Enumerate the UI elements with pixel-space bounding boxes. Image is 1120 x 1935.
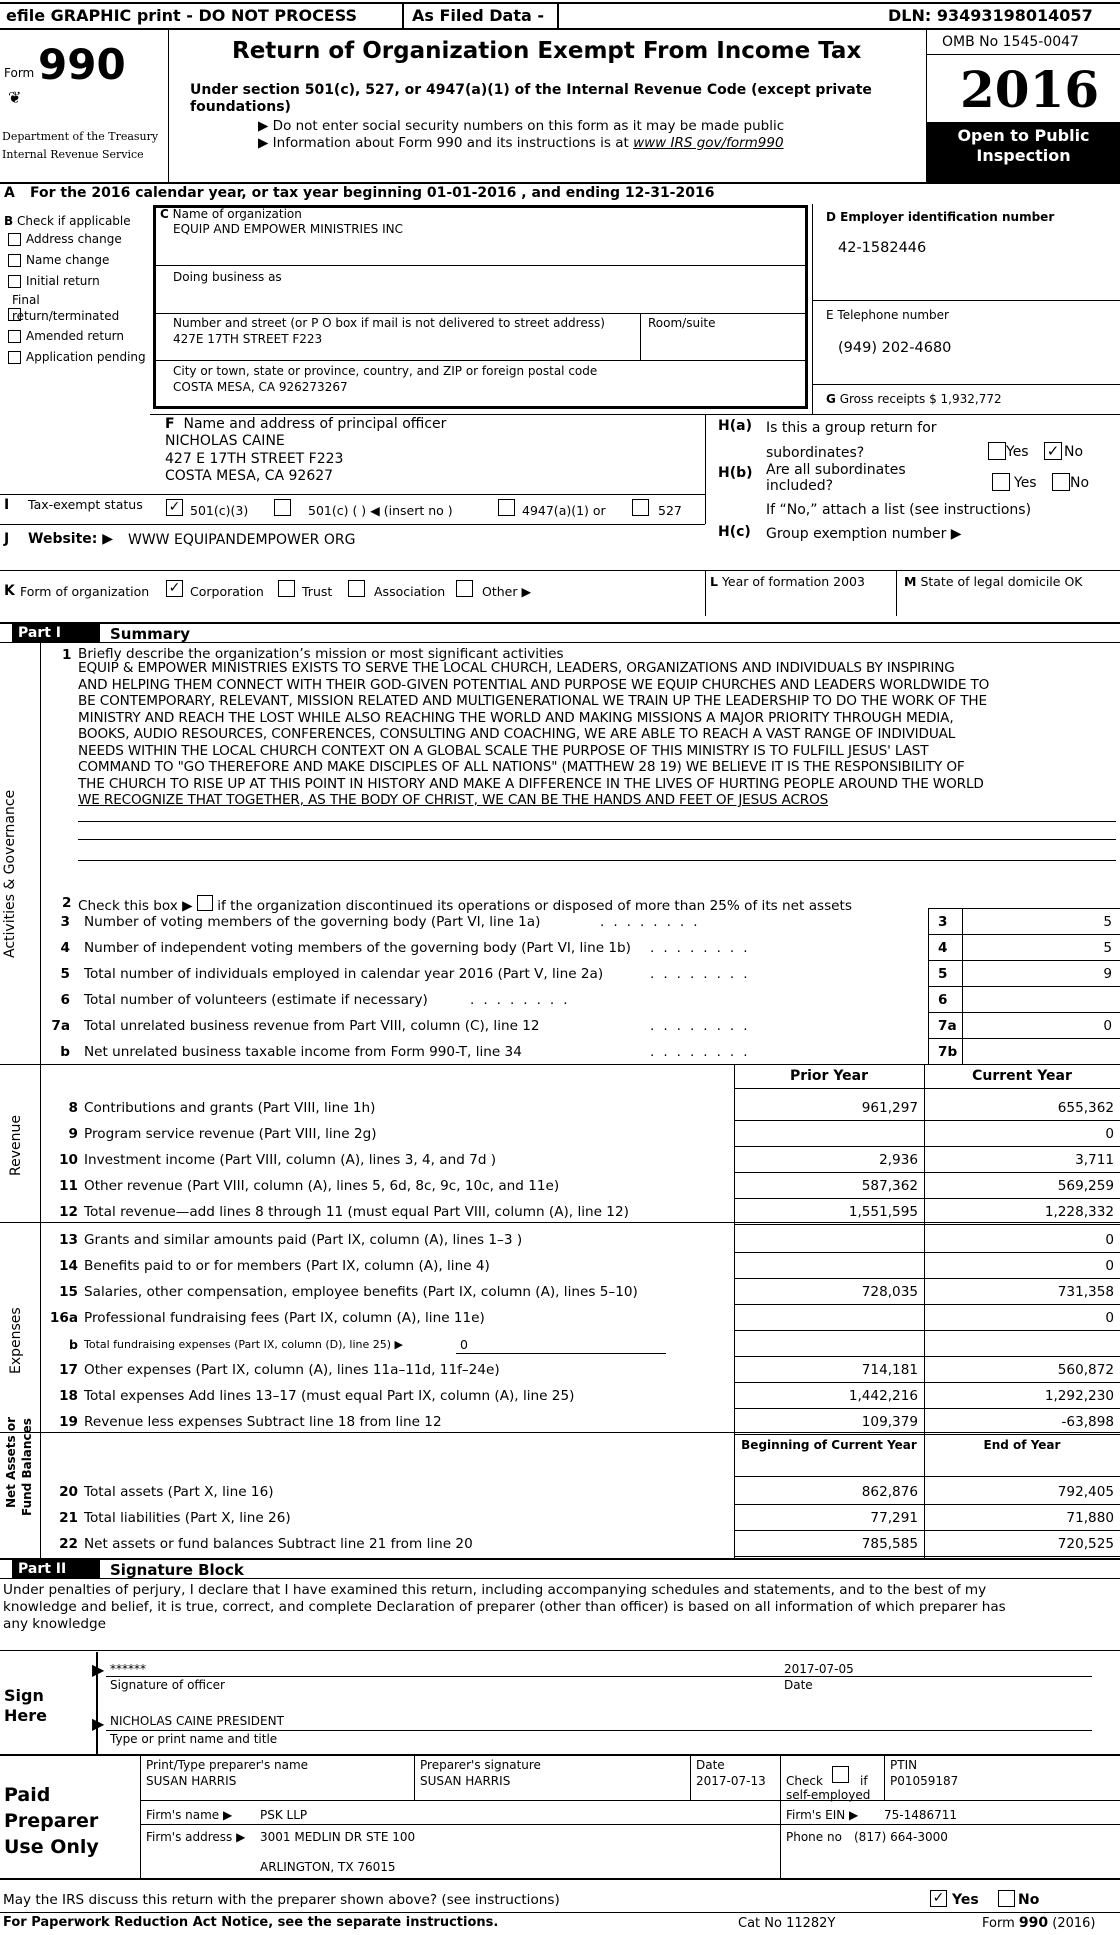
current-year-value: 0	[1105, 1232, 1114, 1248]
line-number: 19	[59, 1414, 78, 1430]
amended-return-checkbox[interactable]	[8, 330, 21, 343]
line-number: 12	[59, 1204, 78, 1220]
current-year-value: 731,358	[1057, 1284, 1114, 1300]
current-year-value: 720,525	[1057, 1536, 1114, 1552]
preparer-name-label: Print/Type preparer's name	[146, 1758, 309, 1772]
line-box-number: 5	[938, 966, 948, 982]
dba-label: Doing business as	[173, 270, 282, 284]
line-box-number: 4	[938, 940, 948, 956]
leader-dots: ........	[650, 966, 757, 982]
leader-dots: ........	[650, 940, 757, 956]
discuss-yes-label: Yes	[952, 1892, 979, 1908]
dept-treasury: Department of the Treasury	[2, 130, 159, 143]
dln-number: DLN: 93493198014057	[888, 6, 1093, 25]
line1-text: Briefly describe the organization’s mission or most significant activities	[78, 646, 564, 662]
current-year-header: Current Year	[972, 1068, 1072, 1084]
ha-no-checkbox[interactable]: ✓	[1044, 442, 1062, 460]
line-text: Investment income (Part VIII, column (A), lines 3, 4, and 7d )	[84, 1152, 497, 1168]
officer-title-label: Type or print name and title	[110, 1732, 278, 1746]
address-change-label: Address change	[26, 232, 122, 246]
line-text: Revenue less expenses Subtract line 18 from line 12	[84, 1414, 442, 1430]
signature-date: 2017-07-05	[784, 1662, 854, 1676]
line-text: Salaries, other compensation, employee benefits (Part IX, column (A), lines 5–10)	[84, 1284, 638, 1300]
check-label: Check	[786, 1774, 823, 1788]
mission-line: AND HELPING THEM CONNECT WITH THEIR GOD-GIVEN POTENTIAL AND PURPOSE WE EQUIP CHURCHES AND LEADERS WORLDWIDE TO	[78, 676, 990, 693]
officer-name: NICHOLAS CAINE	[165, 433, 285, 449]
efile-banner: efile GRAPHIC print - DO NOT PROCESS	[6, 6, 358, 25]
use-only-label: Use Only	[4, 1836, 99, 1858]
ha-text-1: Is this a group return for	[766, 420, 937, 436]
line-text: Other revenue (Part VIII, column (A), lines 5, 6d, 8c, 9c, 10c, and 11e)	[84, 1178, 560, 1194]
amended-return-label: Amended return	[26, 329, 125, 343]
firm-address-1: 3001 MEDLIN DR STE 100	[260, 1830, 416, 1844]
declaration-line-3: any knowledge	[3, 1616, 106, 1632]
line-text: Grants and similar amounts paid (Part IX, column (A), lines 1–3 )	[84, 1232, 523, 1248]
527-label: 527	[658, 503, 682, 518]
ein-value: 42-1582446	[838, 240, 927, 256]
line-number: 21	[59, 1510, 78, 1526]
row-divider	[734, 1408, 1120, 1409]
inspection: Inspection	[976, 146, 1071, 165]
line-text: Total expenses Add lines 13–17 (must equal Part IX, column (A), line 25)	[84, 1388, 575, 1404]
row-divider	[734, 1146, 1120, 1147]
hb-no-label: No	[1070, 475, 1090, 491]
row-divider	[734, 1330, 1120, 1331]
declaration-line-1: Under penalties of perjury, I declare that I have examined this return, including accompanying schedules and statements, and to the best of my	[3, 1582, 987, 1598]
line-box-number: 6	[938, 992, 948, 1008]
line-text: Total revenue—add lines 8 through 11 (must equal Part VIII, column (A), line 12)	[84, 1204, 629, 1220]
line-value: 5	[1103, 914, 1112, 930]
prior-year-value: 77,291	[870, 1510, 918, 1526]
current-year-value: 1,228,332	[1044, 1204, 1114, 1220]
preparer-sig-label: Preparer's signature	[420, 1758, 541, 1772]
ha-yes-checkbox[interactable]	[988, 442, 1006, 460]
line-text: Total unrelated business revenue from Part VIII, column (C), line 12	[84, 1018, 540, 1034]
mission-line: WE RECOGNIZE THAT TOGETHER, AS THE BODY OF CHRIST, WE CAN BE THE HANDS AND FEET OF JESUS ACROS	[78, 792, 829, 808]
prior-year-value: 1,551,595	[848, 1204, 918, 1220]
line-text: Net assets or fund balances Subtract line 21 from line 20	[84, 1536, 473, 1552]
line-value: 0	[1103, 1018, 1112, 1034]
form-number: 990	[38, 40, 126, 89]
discuss-no-label: No	[1018, 1892, 1040, 1908]
application-pending-label: Application pending	[26, 350, 146, 364]
4947-checkbox[interactable]	[498, 499, 515, 516]
irs-eagle-icon: ❦	[8, 88, 22, 107]
hb-note: If “No,” attach a list (see instructions)	[766, 502, 1032, 518]
line-text: Other expenses (Part IX, column (A), lines 11a–11d, 11f–24e)	[84, 1362, 500, 1378]
current-year-value: 3,711	[1075, 1152, 1114, 1168]
prior-year-value: 587,362	[861, 1178, 918, 1194]
current-year-value: 1,292,230	[1044, 1388, 1114, 1404]
line2-text: Check this box ▶ if the organization discontinued its operations or disposed of more than 25% of its net assets	[78, 894, 852, 914]
ptin-value: P01059187	[890, 1774, 959, 1788]
ha-label: H(a)	[718, 418, 752, 434]
association-checkbox[interactable]	[348, 580, 365, 597]
row-divider	[734, 1304, 1120, 1305]
firm-address-label: Firm's address ▶	[146, 1830, 246, 1844]
section-b-title: B Check if applicable	[4, 214, 131, 228]
preparer-date: 2017-07-13	[696, 1774, 766, 1788]
form-footer: Form 990 (2016)	[982, 1915, 1096, 1931]
mission-line: NEEDS WITHIN THE LOCAL CHURCH CONTEXT ON A GLOBAL SCALE THE PURPOSE OF THIS MINISTRY IS TO FULFILL JESUS' LAST	[78, 742, 929, 759]
form-subtitle-1: Under section 501(c), 527, or 4947(a)(1) of the Internal Revenue Code (except private	[190, 82, 872, 98]
discuss-yes-checkbox[interactable]: ✓	[930, 1890, 947, 1907]
discontinued-checkbox[interactable]	[197, 895, 213, 911]
current-year-value: 71,880	[1066, 1510, 1114, 1526]
trust-checkbox[interactable]	[278, 580, 295, 597]
hb-text-1: Are all subordinates	[766, 462, 906, 478]
declaration-line-2: knowledge and belief, it is true, correct, and complete Declaration of preparer (other than officer) is based on all information of which preparer has	[3, 1599, 1006, 1615]
line-number: 15	[59, 1284, 78, 1300]
501c3-label: 501(c)(3)	[190, 503, 249, 518]
ha-no-label: No	[1064, 444, 1084, 460]
line-text: Number of voting members of the governing body (Part VI, line 1a)	[84, 914, 541, 930]
row-divider	[928, 1038, 1120, 1039]
line-number: 5	[60, 966, 70, 982]
net-assets-label-2: Fund Balances	[20, 1418, 34, 1516]
4947-label: 4947(a)(1) or	[522, 503, 606, 518]
line-number: 22	[59, 1536, 78, 1552]
tax-exempt-title: Tax-exempt status	[28, 497, 143, 512]
row-divider	[734, 1252, 1120, 1253]
form-title: Return of Organization Exempt From Income Tax	[232, 38, 862, 64]
row-divider	[928, 1012, 1120, 1013]
tax-year-line: For the 2016 calendar year, or tax year beginning 01-01-2016 , and ending 12-31-2016	[30, 185, 715, 201]
501c-label: 501(c) ( ) ◀ (insert no )	[308, 503, 453, 518]
line-value: 9	[1103, 966, 1112, 982]
part1-title: Summary	[110, 625, 191, 643]
application-pending-checkbox[interactable]	[8, 351, 21, 364]
ptin-label: PTIN	[890, 1758, 918, 1772]
firm-phone-label: Phone no	[786, 1830, 842, 1844]
prior-year-value: 109,379	[861, 1414, 918, 1430]
other-label: Other ▶	[482, 584, 532, 599]
irs-link[interactable]: www IRS gov/form990	[633, 135, 784, 151]
city-label: City or town, state or province, country, and ZIP or foreign postal code	[173, 364, 598, 378]
end-year-header: End of Year	[983, 1438, 1061, 1452]
sign-arrow-1: ▶	[92, 1660, 105, 1679]
year-formation: L Year of formation 2003	[710, 574, 865, 589]
revenue-label: Revenue	[8, 1115, 24, 1176]
firm-address-2: ARLINGTON, TX 76015	[260, 1860, 396, 1874]
current-year-value: -63,898	[1061, 1414, 1114, 1430]
leader-dots: ........	[470, 992, 577, 1008]
part1-label: Part I	[12, 624, 100, 642]
line-number: 8	[68, 1100, 78, 1116]
row-divider	[734, 1434, 1120, 1435]
row-divider	[734, 1530, 1120, 1531]
mission-line: MINISTRY AND REACH THE LOST WHILE ALSO REACHING THE WORLD AND MAKING MISSIONS A MAJOR PRIORITY THROUGH MEDIA,	[78, 709, 954, 726]
mission-line: COMMAND TO "GO THEREFORE AND MAKE DISCIPLES OF ALL NATIONS" (MATTHEW 28 19) WE BELIEVE IT IS THE RESPONSIBILITY OF	[78, 759, 965, 775]
mission-line: BE CONTEMPORARY, RELEVANT, MISSION RELATED AND MULTIGENERATIONAL WE TRAIN UP THE LEADERSHIP TO DO THE WORK OF THE	[78, 693, 987, 709]
preparer-name: SUSAN HARRIS	[146, 1774, 237, 1788]
name-change-label: Name change	[26, 253, 110, 267]
date-label: Date	[784, 1678, 813, 1692]
firm-phone: (817) 664-3000	[854, 1830, 948, 1844]
section-k-label: K	[4, 583, 15, 599]
line-number: 6	[60, 992, 70, 1008]
street-label: Number and street (or P O box if mail is not delivered to street address)	[173, 316, 605, 330]
line2-number: 2	[62, 895, 72, 911]
line-text: Total number of individuals employed in calendar year 2016 (Part V, line 2a)	[84, 966, 604, 982]
begin-year-header: Beginning of Current Year	[741, 1438, 917, 1452]
form-of-org-label: Form of organization	[20, 584, 150, 599]
line-number: 10	[59, 1152, 78, 1168]
row-divider	[928, 934, 1120, 935]
hb-yes-label: Yes	[1014, 475, 1037, 491]
omb-number: OMB No 1545-0047	[942, 34, 1079, 50]
current-year-value: 569,259	[1057, 1178, 1114, 1194]
line-text: Net unrelated business taxable income from Form 990-T, line 34	[84, 1044, 522, 1060]
sign-arrow-2: ▶	[92, 1714, 105, 1733]
line-number: b	[60, 1044, 70, 1060]
line-text: Contributions and grants (Part VIII, line 1h)	[84, 1100, 376, 1116]
leader-dots: ........	[650, 1044, 757, 1060]
prior-year-header: Prior Year	[789, 1068, 869, 1084]
sign-here-2: Here	[4, 1706, 47, 1725]
ssn-notice: ▶ Do not enter social security numbers on this form as it may be made public	[258, 118, 785, 134]
irs-label: Internal Revenue Service	[2, 148, 144, 161]
corporation-label: Corporation	[190, 584, 264, 599]
self-employed-label: self-employed	[786, 1788, 871, 1802]
info-notice: ▶ Information about Form 990 and its instructions is at www IRS gov/form990	[258, 135, 784, 151]
line16b-number: b	[69, 1337, 78, 1352]
line-number: 3	[60, 914, 70, 930]
sign-here-1: Sign	[4, 1686, 44, 1705]
room-suite-label: Room/suite	[648, 316, 716, 330]
current-year-value: 655,362	[1057, 1100, 1114, 1116]
signature-value: ******	[110, 1662, 146, 1676]
firm-ein-label: Firm's EIN ▶	[786, 1808, 859, 1822]
line-text: Professional fundraising fees (Part IX, column (A), line 11e)	[84, 1310, 485, 1326]
line-text: Total assets (Part X, line 16)	[84, 1484, 274, 1500]
prior-year-value: 2,936	[879, 1152, 918, 1168]
telephone-value: (949) 202-4680	[838, 340, 952, 356]
line-number: 13	[59, 1232, 78, 1248]
line-box-number: 7b	[938, 1044, 958, 1060]
line-text: Benefits paid to or for members (Part IX, column (A), line 4)	[84, 1258, 490, 1274]
association-label: Association	[374, 584, 446, 599]
line-number: 7a	[51, 1018, 70, 1034]
hb-yes-checkbox[interactable]	[992, 473, 1010, 491]
current-year-value: 792,405	[1057, 1484, 1114, 1500]
prior-year-value: 1,442,216	[848, 1388, 918, 1404]
website-value[interactable]: WWW EQUIPANDEMPOWER ORG	[128, 532, 356, 548]
net-assets-label-1: Net Assets or	[4, 1416, 18, 1508]
line16b-value: 0	[460, 1337, 468, 1352]
hb-label: H(b)	[718, 465, 753, 481]
row-divider	[734, 1504, 1120, 1505]
leader-dots: ........	[650, 1018, 757, 1034]
street-address: 427E 17TH STREET F223	[173, 332, 323, 346]
line-number: 11	[59, 1178, 78, 1194]
current-year-value: 0	[1105, 1126, 1114, 1142]
other-checkbox[interactable]	[456, 580, 473, 597]
officer-title: NICHOLAS CAINE PRESIDENT	[110, 1714, 284, 1728]
city-address: COSTA MESA, CA 926273267	[173, 380, 348, 394]
corporation-checkbox[interactable]: ✓	[166, 580, 183, 597]
line-number: 9	[68, 1126, 78, 1142]
line-text: Total number of volunteers (estimate if necessary)	[84, 992, 428, 1008]
paperwork-notice: For Paperwork Reduction Act Notice, see the separate instructions.	[3, 1915, 499, 1930]
prior-year-value: 862,876	[861, 1484, 918, 1500]
row-divider	[734, 1172, 1120, 1173]
cat-number: Cat No 11282Y	[738, 1916, 836, 1931]
line16b-text: Total fundraising expenses (Part IX, column (D), line 25) ▶	[84, 1338, 403, 1351]
officer-city: COSTA MESA, CA 92627	[165, 468, 334, 484]
signature-label: Signature of officer	[110, 1678, 225, 1692]
row-divider	[928, 986, 1120, 987]
trust-label: Trust	[302, 584, 333, 599]
org-name-label: C Name of organization	[160, 207, 302, 221]
501c-checkbox[interactable]	[274, 499, 291, 516]
line-number: 20	[59, 1484, 78, 1500]
self-employed-checkbox[interactable]	[832, 1766, 849, 1783]
officer-street: 427 E 17TH STREET F223	[165, 451, 344, 467]
leader-dots: ........	[600, 914, 707, 930]
expenses-label: Expenses	[8, 1307, 24, 1374]
as-filed-banner: As Filed Data -	[412, 6, 544, 25]
irs-discuss-question: May the IRS discuss this return with the preparer shown above? (see instructions)	[3, 1892, 560, 1908]
form-label: Form	[4, 66, 35, 80]
mission-line: THE CHURCH TO RISE UP AT THIS POINT IN HISTORY AND MAKE A DIFFERENCE IN THE LIVES OF HURTING PEOPLE AROUND THE WORLD	[78, 775, 984, 792]
part2-label: Part II	[12, 1560, 100, 1578]
ein-label: D Employer identification number	[826, 210, 1055, 224]
prior-year-value: 728,035	[861, 1284, 918, 1300]
line-box-number: 7a	[938, 1018, 957, 1034]
final-return-label: Final return/terminated	[12, 293, 120, 323]
initial-return-label: Initial return	[26, 274, 100, 288]
row-divider	[734, 1120, 1120, 1121]
line-number: 16a	[49, 1310, 78, 1326]
row-divider	[734, 1382, 1120, 1383]
state-domicile: M State of legal domicile OK	[904, 574, 1083, 589]
527-checkbox[interactable]	[632, 499, 649, 516]
prior-year-value: 785,585	[861, 1536, 918, 1552]
tax-year: 2016	[960, 60, 1100, 119]
hb-no-checkbox[interactable]	[1052, 473, 1070, 491]
ha-text-2: subordinates?	[766, 445, 865, 461]
ha-yes-label: Yes	[1006, 444, 1029, 460]
website-label: Website: ▶	[28, 531, 114, 547]
line-text: Total liabilities (Part X, line 26)	[84, 1510, 291, 1526]
line-value: 5	[1103, 940, 1112, 956]
line-number: 14	[59, 1258, 78, 1274]
prior-year-value: 714,181	[861, 1362, 918, 1378]
preparer-date-label: Date	[696, 1758, 725, 1772]
current-year-value: 560,872	[1057, 1362, 1114, 1378]
hb-text-2: included?	[766, 478, 834, 494]
paid-label: Paid	[4, 1784, 51, 1806]
line-a-label: A	[4, 185, 15, 201]
section-j-label: J	[4, 531, 10, 547]
current-year-value: 0	[1105, 1258, 1114, 1274]
preparer-sig: SUSAN HARRIS	[420, 1774, 511, 1788]
line-box-number: 3	[938, 914, 948, 930]
line-number: 18	[59, 1388, 78, 1404]
initial-return-checkbox[interactable]	[8, 275, 21, 288]
activities-governance-label: Activities & Governance	[2, 789, 18, 958]
row-divider	[928, 960, 1120, 961]
prior-year-value: 961,297	[861, 1100, 918, 1116]
row-divider	[734, 1198, 1120, 1199]
line-number: 17	[59, 1362, 78, 1378]
firm-name: PSK LLP	[260, 1808, 308, 1822]
row-divider	[734, 1556, 1120, 1557]
preparer-label: Preparer	[4, 1810, 99, 1832]
row-divider	[734, 1224, 1120, 1225]
firm-name-label: Firm's name ▶	[146, 1808, 233, 1822]
part2-title: Signature Block	[110, 1561, 244, 1579]
org-name: EQUIP AND EMPOWER MINISTRIES INC	[173, 222, 403, 236]
hc-text: Group exemption number ▶	[766, 526, 962, 542]
line1-number: 1	[62, 647, 72, 663]
check-if-label: if	[860, 1774, 868, 1788]
principal-officer-title: F Name and address of principal officer	[165, 416, 447, 432]
open-to-public: Open to Public	[957, 126, 1090, 145]
501c3-checkbox[interactable]: ✓	[166, 499, 183, 516]
address-change-checkbox[interactable]	[8, 233, 21, 246]
line-number: 4	[60, 940, 70, 956]
form-subtitle-2: foundations)	[190, 99, 291, 115]
current-year-value: 0	[1105, 1310, 1114, 1326]
line-text: Number of independent voting members of the governing body (Part VI, line 1b)	[84, 940, 631, 956]
row-divider	[734, 1278, 1120, 1279]
discuss-no-checkbox[interactable]	[998, 1890, 1015, 1907]
mission-text	[78, 660, 1113, 809]
gross-receipts: G Gross receipts $ 1,932,772	[826, 392, 1002, 406]
mission-line: BOOKS, AUDIO RESOURCES, CONFERENCES, CONSULTING AND COACHING, WE ARE ABLE TO REACH A VAST RANGE OF INDIVIDUAL	[78, 726, 956, 742]
mission-line: EQUIP & EMPOWER MINISTRIES EXISTS TO SERVE THE LOCAL CHURCH, LEADERS, ORGANIZATIONS AND INDIVIDUALS BY INSPIRING	[78, 660, 955, 676]
line-text: Program service revenue (Part VIII, line 2g)	[84, 1126, 377, 1142]
hc-label: H(c)	[718, 524, 751, 540]
name-change-checkbox[interactable]	[8, 254, 21, 267]
telephone-label: E Telephone number	[826, 308, 949, 322]
section-i-label: I	[4, 497, 10, 513]
firm-ein: 75-1486711	[884, 1808, 958, 1822]
